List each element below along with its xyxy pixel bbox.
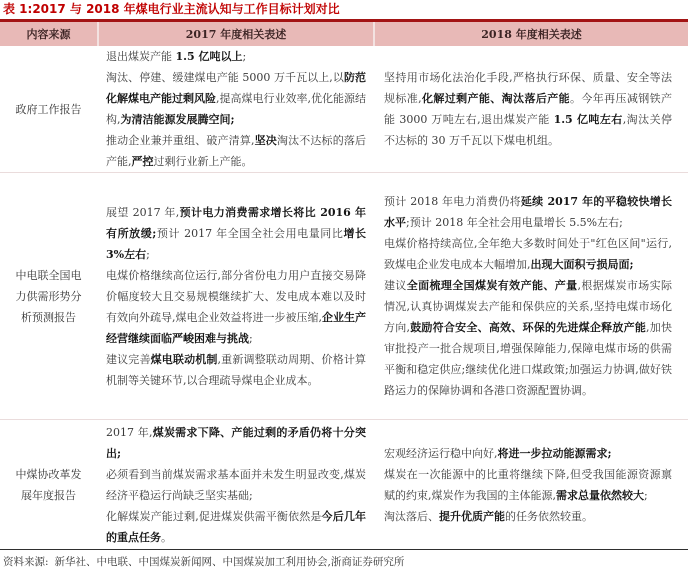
source-label: 中电联全国电力供需形势分析预测报告	[15, 268, 82, 324]
cell-text	[384, 191, 672, 401]
plain-text: 必须看到当前煤炭需求基本面并未发生明显改变,煤炭经济平稳运行尚缺乏坚实基础;	[106, 467, 366, 502]
plain-text: 淘汰落后、	[384, 509, 439, 523]
emphasized-text: 将进一步拉动能源需求;	[497, 446, 612, 460]
plain-text: 淘汰不达标的落后产能,	[106, 134, 367, 168]
statement-paragraph	[106, 46, 366, 67]
statement-2018-cell	[373, 173, 688, 419]
table-row	[0, 172, 688, 419]
plain-text: ;	[242, 50, 247, 63]
emphasized-text: 化解过剩产能、淘汰落后产能	[421, 92, 570, 105]
plain-text: ;	[249, 331, 253, 345]
emphasized-text: 全面梳理全国煤炭有效产能、产量	[406, 279, 578, 292]
plain-text: 建议完善	[106, 352, 151, 366]
statement-paragraph	[384, 191, 672, 233]
plain-text: 2017 年,	[106, 425, 153, 439]
statement-paragraph	[106, 202, 366, 265]
plain-text: 电煤价格继续高位运行,部分省份电力用户直接交易降价幅度较大且交易规模继续扩大、发电成本难以及时有效向外疏导,煤电企业效益将进一步被压缩,	[106, 268, 366, 324]
source-cell	[0, 46, 97, 172]
plain-text: 建议	[384, 279, 407, 292]
header-2017: 2017 年度相关表述	[97, 22, 373, 46]
cell-text	[384, 443, 672, 527]
plain-text: ;预计 2018 年全社会用电量增长 5.5%左右;	[406, 216, 623, 229]
statement-paragraph	[106, 349, 366, 391]
cell-text	[106, 422, 366, 548]
statement-paragraph	[384, 275, 672, 401]
source-cell	[0, 420, 97, 549]
cell-text	[384, 67, 672, 151]
plain-text: ;	[146, 247, 150, 261]
source-note-text: 新华社、中电联、中国煤炭新闻网、中国煤炭加工利用协会,浙商证券研究所	[54, 556, 405, 568]
statement-paragraph	[106, 464, 366, 506]
emphasized-text: 为清洁能源发展腾空间;	[120, 113, 235, 126]
plain-text: 过剩行业新上产能。	[153, 155, 253, 168]
table-body	[0, 46, 688, 549]
plain-text: ,重新调整联动周期、价格计算机制等关键环节,以合理疏导煤电企业成本。	[106, 352, 367, 387]
plain-text: ,淘汰关停不达标的 30 万千瓦以下煤电机组。	[384, 113, 673, 147]
plain-text: 化解煤炭产能过剩,促进煤炭供需平衡依然是	[106, 509, 322, 523]
plain-text: 。今年再压减钢铁产能 3000 万吨左右,退出煤炭产能	[384, 92, 673, 126]
emphasized-text: 防范化解煤电产能过剩风险	[106, 71, 367, 105]
emphasized-text: 煤电联动机制	[150, 352, 218, 366]
plain-text: ,加快审批投产一批合规项目,增强保障能力,保障电煤市场的供需平衡和稳定供应;继续优化进口煤政策;加强运力协调,做好铁路运力的保障协调和各港口资源配置协调。	[384, 321, 673, 397]
plain-text: 的任务依然较重。	[505, 509, 593, 523]
emphasized-text: 1.5 亿吨左右	[553, 113, 623, 126]
cell-text	[106, 46, 366, 172]
emphasized-text: 企业生产经营继续面临严峻困难与挑战	[106, 310, 366, 345]
source-note-label: 资料来源:	[3, 556, 49, 568]
source-note	[0, 550, 688, 569]
statement-2017-cell	[97, 46, 373, 172]
cell-text	[106, 202, 366, 391]
statement-paragraph	[384, 233, 672, 275]
plain-text: 推动企业兼并重组、破产清算,	[106, 134, 255, 147]
plain-text: 坚持用市场化法治化手段,严格执行环保、质量、安全等法规标准,	[384, 71, 672, 105]
source-label: 中煤协改革发展年度报告	[15, 467, 82, 502]
emphasized-text: 鼓励符合安全、高效、环保的先进煤企释放产能	[409, 321, 647, 334]
source-label: 政府工作报告	[15, 102, 82, 116]
emphasized-text: 延续 2017 年的平稳较快增长水平	[384, 195, 672, 229]
emphasized-text: 需求总量依然较大	[556, 488, 644, 502]
plain-text: 展望 2017 年,	[106, 205, 180, 219]
statement-paragraph	[106, 130, 366, 172]
emphasized-text: 今后几年的重点任务	[106, 509, 367, 544]
statement-paragraph	[384, 464, 672, 506]
emphasized-text: 出现大面积亏损局面;	[530, 258, 634, 271]
header-source: 内容来源	[26, 28, 71, 41]
plain-text: 宏观经济运行稳中向好,	[384, 446, 498, 460]
statement-paragraph	[106, 265, 366, 349]
emphasized-text: 坚决	[254, 134, 277, 147]
plain-text: ;	[644, 488, 648, 502]
source-cell	[0, 173, 97, 419]
plain-text: ,根据煤炭市场实际情况,认真协调煤炭去产能和保供应的关系,坚持电煤市场化方向,	[384, 279, 673, 334]
emphasized-text: 严控	[131, 155, 154, 168]
statement-paragraph	[384, 443, 672, 464]
statement-2018-cell	[373, 420, 688, 549]
statement-paragraph	[106, 67, 366, 130]
statement-paragraph	[106, 506, 366, 548]
table-header-row	[0, 22, 688, 46]
emphasized-text: 增长 3%左右	[106, 226, 367, 261]
statement-2017-cell	[97, 420, 373, 549]
plain-text: ,提高煤电行业效率,优化能源结构,	[106, 92, 366, 126]
statement-2017-cell	[97, 173, 373, 419]
table-title: 表 1:2017 与 2018 年煤电行业主流认知与工作目标计划对比	[3, 2, 340, 16]
plain-text: 预计 2017 年全国全社会用电量同比	[156, 226, 344, 240]
statement-paragraph	[384, 67, 672, 151]
plain-text: 电煤价格持续高位,全年绝大多数时间处于"红色区间"运行,致煤电企业发电成本大幅增加,	[384, 237, 672, 271]
statement-paragraph	[106, 422, 366, 464]
table-row	[0, 46, 688, 172]
emphasized-text: 1.5 亿吨以上	[175, 50, 243, 63]
plain-text: 退出煤炭产能	[106, 50, 176, 63]
plain-text: 。	[161, 530, 172, 544]
comparison-table	[0, 22, 688, 549]
emphasized-text: 提升优质产能	[439, 509, 505, 523]
plain-text: 煤炭在一次能源中的比重将继续下降,但受我国能源资源禀赋的约束,煤炭作为我国的主体能源,	[384, 467, 672, 502]
table-row	[0, 419, 688, 549]
plain-text: 预计 2018 年电力消费仍将	[384, 195, 521, 208]
emphasized-text: 煤炭需求下降、产能过剩的矛盾仍将十分突出;	[106, 425, 366, 460]
header-2018: 2018 年度相关表述	[373, 22, 688, 46]
statement-paragraph	[384, 506, 672, 527]
emphasized-text: 预计电力消费需求增长将比 2016 年有所放缓;	[106, 205, 366, 240]
statement-2018-cell	[373, 46, 688, 172]
plain-text: 淘汰、停建、缓建煤电产能 5000 万千瓦以上,以	[106, 71, 344, 84]
